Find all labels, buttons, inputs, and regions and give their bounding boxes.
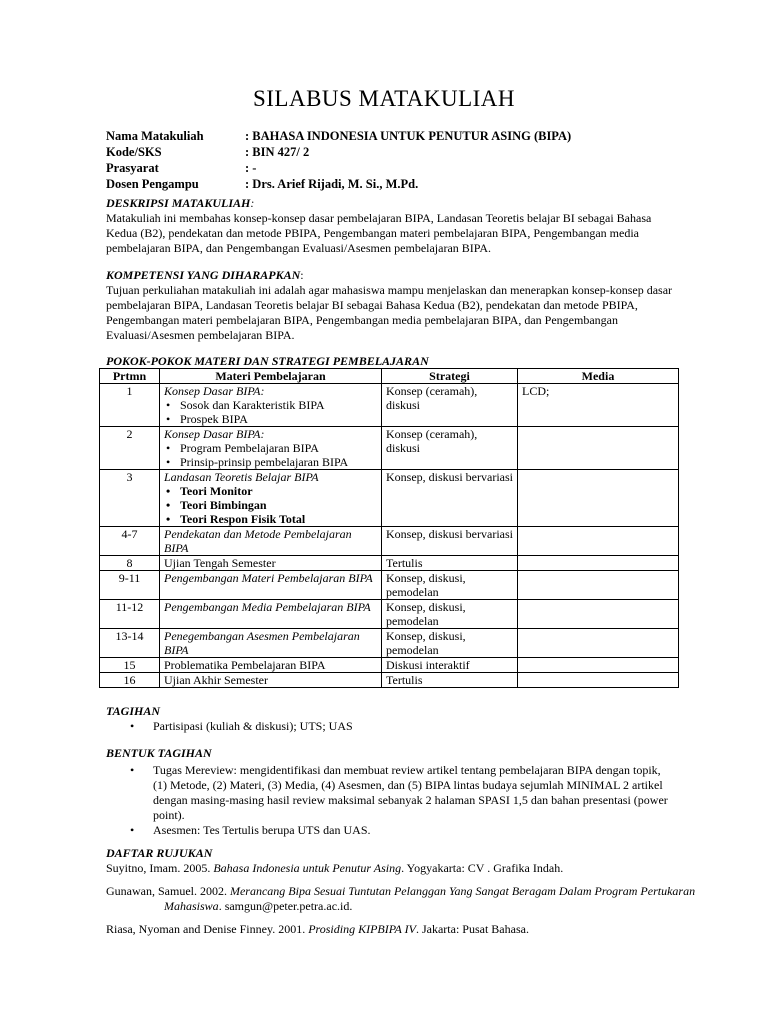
meeting-cell: 2 (100, 427, 160, 470)
section-heading: KOMPETENSI YANG DIHARAPKAN (106, 268, 301, 282)
material-cell (160, 470, 382, 527)
list-item: • Partisipasi (kuliah & diskusi); UTS; UAS (106, 719, 676, 734)
material-list-item: • Sosok dan Karakteristik BIPA (164, 398, 377, 412)
column-header: Media (518, 369, 679, 384)
course-info (106, 128, 571, 192)
meeting-cell: 15 (100, 658, 160, 673)
strategy-cell: Konsep, diskusi, pemodelan (382, 571, 518, 600)
strategy-cell: Tertulis (382, 556, 518, 571)
material-cell (160, 571, 382, 600)
media-cell (518, 600, 679, 629)
strategy-cell: Konsep, diskusi, pemodelan (382, 629, 518, 658)
media-cell (518, 658, 679, 673)
strategy-cell: Diskusi interaktif (382, 658, 518, 673)
material-list-item: • Teori Monitor (164, 484, 377, 498)
list-item: • Tugas Mereview: mengidentifikasi dan membuat review artikel tentang pembelajaran BIPA dengan topik, (1) Metode, (2) Materi, (3) Media, (4) Asesmen, dan (5) BIPA lintas budaya sejumlah MINIMAL 2 artikel dengan masing-masing hasil review maksimal sebanyak 2 halaman SPASI 1,5 dan bahan presentasi (power point). (106, 763, 676, 823)
info-row (106, 128, 571, 144)
table-header-row (100, 369, 679, 384)
meeting-cell: 11-12 (100, 600, 160, 629)
info-value: : - (245, 161, 257, 175)
info-value: : BIN 427/ 2 (245, 145, 310, 159)
description-section: DESKRIPSI MATAKULIAH: Matakuliah ini membahas konsep-konsep dasar pembelajaran BIPA, Landasan Teoretis belajar BI sebagai Bahasa Kedua (B2), pendekatan dan metode PBIPA, Pengembangan materi pembelajaran BIPA, Pengembangan media pembelajaran BIPA, dan Pengembangan Evaluasi/Asesmen pembelajaran BIPA. (106, 196, 676, 256)
references-section (106, 846, 706, 937)
reference-title: Merancang Bipa Sesuai Tuntutan Pelanggan Yang Sangat Beragam Dalam Program Pertukaran Mahasiswa (164, 884, 696, 913)
meeting-cell: 9-11 (100, 571, 160, 600)
media-cell (518, 629, 679, 658)
info-label: Kode/SKS (106, 145, 162, 159)
material-title: Pengembangan Materi Pembelajaran BIPA (164, 571, 373, 585)
info-value: : BAHASA INDONESIA UNTUK PENUTUR ASING (BIPA) (245, 129, 572, 143)
strategy-cell: Konsep (ceramah), diskusi (382, 384, 518, 427)
material-cell (160, 600, 382, 629)
competency-text: Tujuan perkuliahan matakuliah ini adalah agar mahasiswa mampu menjelaskan dan menerapkan konsep-konsep dasar pembelajaran BIPA, Landasan Teoretis belajar BI sebagai Bahasa Kedua (B2), pendekatan dan metode PBIPA, Pengembangan materi pembelajaran BIPA, Pengembangan media pembelajaran BIPA, dan Pengembangan Evaluasi/Asesmen pembelajaran BIPA. (106, 283, 673, 342)
info-label: Prasyarat (106, 161, 159, 175)
reference-item (106, 884, 706, 914)
material-title: Penegembangan Asesmen Pembelajaran BIPA (164, 629, 360, 657)
strategy-cell: Konsep, diskusi bervariasi (382, 470, 518, 527)
column-header: Strategi (382, 369, 518, 384)
info-row (106, 160, 571, 176)
description-text: Matakuliah ini membahas konsep-konsep dasar pembelajaran BIPA, Landasan Teoretis belajar BI sebagai Bahasa Kedua (B2), pendekatan dan metode PBIPA, Pengembangan materi pembelajaran BIPA, Pengembangan media pembelajaran BIPA, dan Pengembangan Evaluasi/Asesmen pembelajaran BIPA. (106, 211, 652, 255)
page-title: SILABUS MATAKULIAH (252, 86, 516, 111)
meeting-cell: 3 (100, 470, 160, 527)
media-cell (518, 571, 679, 600)
table-row (100, 527, 679, 556)
column-header: Prtmn (100, 369, 160, 384)
meeting-cell: 16 (100, 673, 160, 688)
material-title: Landasan Teoretis Belajar BIPA (164, 470, 319, 484)
meeting-cell: 13-14 (100, 629, 160, 658)
meeting-cell: 4-7 (100, 527, 160, 556)
strategy-cell: Konsep, diskusi, pemodelan (382, 600, 518, 629)
section-heading: DAFTAR RUJUKAN (106, 846, 213, 860)
material-title: Ujian Akhir Semester (164, 673, 268, 687)
material-list (164, 398, 377, 426)
reference-publisher: . Jakarta: Pusat Bahasa. (415, 922, 529, 936)
media-cell (518, 527, 679, 556)
strategy-cell: Tertulis (382, 673, 518, 688)
material-cell (160, 658, 382, 673)
info-label: Nama Matakuliah (106, 129, 204, 143)
material-list-item: • Teori Respon Fisik Total (164, 512, 377, 526)
material-title: Problematika Pembelajaran BIPA (164, 658, 326, 672)
material-cell (160, 673, 382, 688)
table-row (100, 600, 679, 629)
section-heading: BENTUK TAGIHAN (106, 746, 212, 760)
material-title: Konsep Dasar BIPA: (164, 427, 265, 441)
section-heading: DESKRIPSI MATAKULIAH (106, 196, 251, 210)
table-row (100, 470, 679, 527)
reference-title: Prosiding KIPBIPA IV (308, 922, 416, 936)
reference-author: Suyitno, Imam. 2005. (106, 861, 214, 875)
list-item: • Asesmen: Tes Tertulis berupa UTS dan UAS. (106, 823, 676, 838)
material-list (164, 441, 377, 469)
section-heading: POKOK-POKOK MATERI DAN STRATEGI PEMBELAJARAN (106, 354, 429, 368)
meeting-cell: 1 (100, 384, 160, 427)
table-row (100, 658, 679, 673)
media-cell (518, 427, 679, 470)
media-cell: LCD; (518, 384, 679, 427)
info-label: Dosen Pengampu (106, 177, 199, 191)
info-row (106, 176, 571, 192)
material-title: Pendekatan dan Metode Pembelajaran BIPA (164, 527, 352, 555)
material-list-item: • Prospek BIPA (164, 412, 377, 426)
table-row (100, 629, 679, 658)
reference-title: Bahasa Indonesia untuk Penutur Asing (213, 861, 402, 875)
assessment-section (106, 704, 676, 734)
material-cell (160, 384, 382, 427)
section-heading: TAGIHAN (106, 704, 161, 718)
info-row (106, 144, 571, 160)
reference-item (106, 922, 706, 937)
table-row (100, 427, 679, 470)
material-title: Konsep Dasar BIPA: (164, 384, 265, 398)
table-row (100, 673, 679, 688)
column-header: Materi Pembelajaran (160, 369, 382, 384)
table-row (100, 384, 679, 427)
material-list-item: • Program Pembelajaran BIPA (164, 441, 377, 455)
material-cell (160, 556, 382, 571)
meeting-cell: 8 (100, 556, 160, 571)
reference-publisher: . Yogyakarta: CV . Grafika Indah. (401, 861, 564, 875)
strategy-cell: Konsep, diskusi bervariasi (382, 527, 518, 556)
material-list-item: • Prinsip-prinsip pembelajaran BIPA (164, 455, 377, 469)
material-cell (160, 629, 382, 658)
table-row (100, 556, 679, 571)
reference-author: Gunawan, Samuel. 2002. (106, 884, 230, 898)
material-title: Pengembangan Media Pembelajaran BIPA (164, 600, 371, 614)
media-cell (518, 556, 679, 571)
reference-item (106, 861, 706, 876)
info-value: : Drs. Arief Rijadi, M. Si., M.Pd. (245, 177, 419, 191)
assessment-form-section (106, 746, 676, 838)
competency-section: KOMPETENSI YANG DIHARAPKAN: Tujuan perkuliahan matakuliah ini adalah agar mahasiswa mampu menjelaskan dan menerapkan konsep-konsep dasar pembelajaran BIPA, Landasan Teoretis belajar BI sebagai Bahasa Kedua (B2), pendekatan dan metode PBIPA, Pengembangan materi pembelajaran BIPA, Pengembangan media pembelajaran BIPA, dan Pengembangan Evaluasi/Asesmen pembelajaran BIPA. (106, 268, 676, 343)
materials-section (106, 354, 676, 369)
material-cell (160, 527, 382, 556)
table-row (100, 571, 679, 600)
media-cell (518, 470, 679, 527)
material-title: Ujian Tengah Semester (164, 556, 276, 570)
media-cell (518, 673, 679, 688)
strategy-cell: Konsep (ceramah), diskusi (382, 427, 518, 470)
material-list-item: • Teori Bimbingan (164, 498, 377, 512)
reference-publisher: . samgun@peter.petra.ac.id. (218, 899, 353, 913)
material-list (164, 484, 377, 526)
materials-table (99, 368, 679, 688)
reference-author: Riasa, Nyoman and Denise Finney. 2001. (106, 922, 309, 936)
material-cell (160, 427, 382, 470)
